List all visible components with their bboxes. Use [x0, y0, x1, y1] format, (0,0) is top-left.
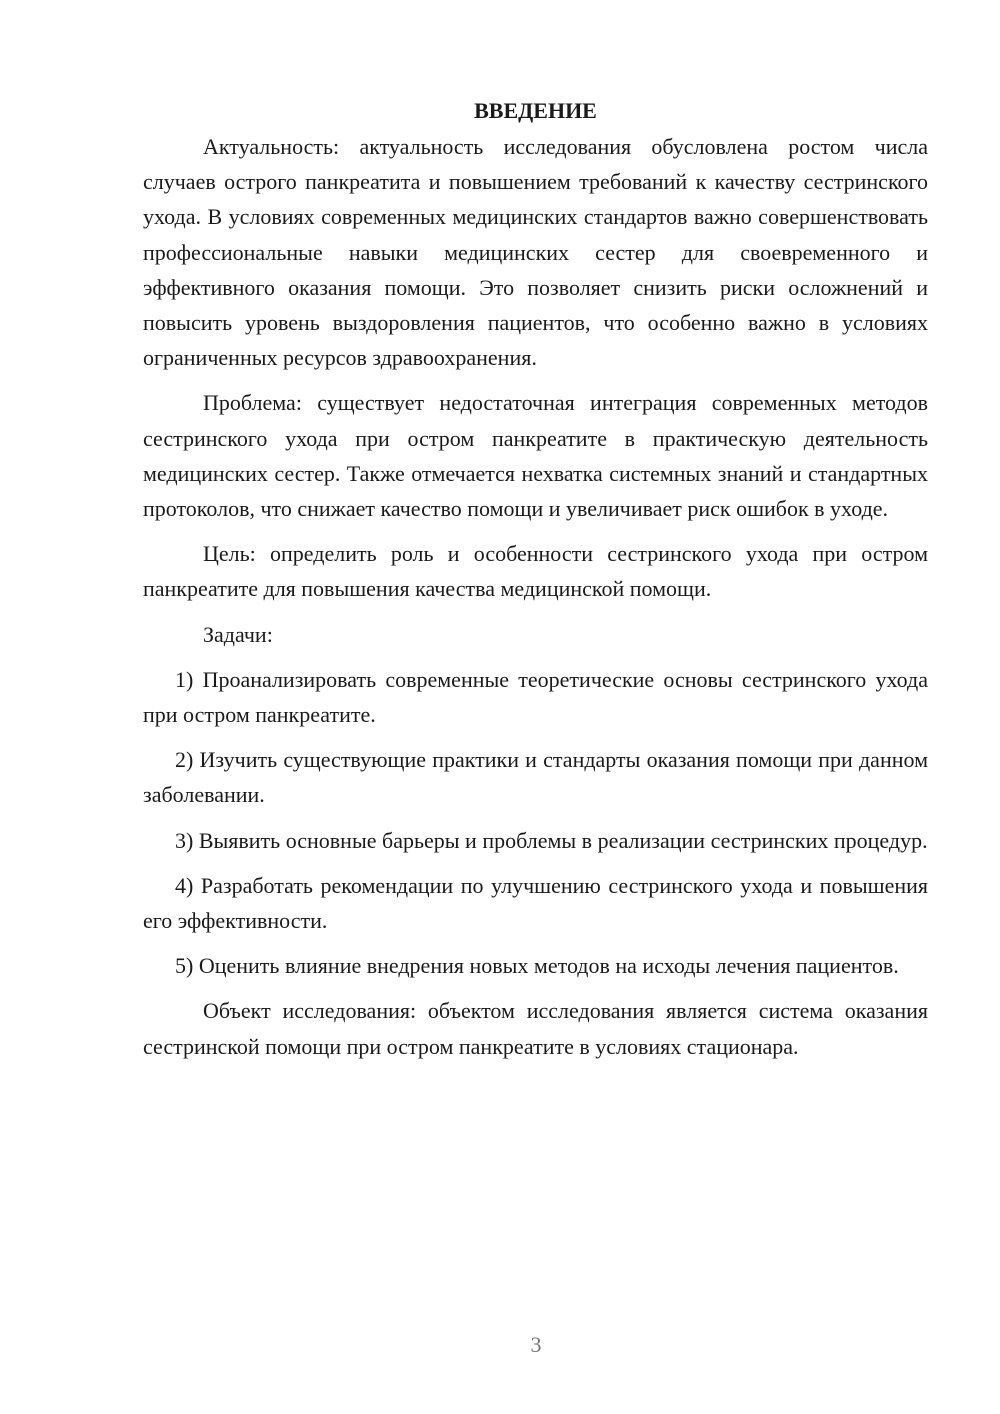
- task-item: 3) Выявить основные барьеры и проблемы в реализации сестринских процедур.: [175, 827, 928, 853]
- task-item: 4) Разработать рекомендации по улучшению сестринского ухода и повышения его эффективности.: [143, 872, 928, 934]
- document-page: [143, 93, 928, 1074]
- page-title: ВВЕДЕНИЕ: [474, 98, 597, 123]
- tasks-label: Задачи:: [203, 621, 273, 647]
- task-item: 5) Оценить влияние внедрения новых методов на исходы лечения пациентов.: [175, 953, 899, 979]
- problem-paragraph: Проблема: существует недостаточная интеграция современных методов сестринского ухода при остром панкреатите в практическую деятельность медицинских сестер. Также отмечается нехватка системных знаний и стандартных протоколов, что снижает качество помощи и увеличивает риск ошибок в уходе.: [143, 390, 928, 522]
- object-paragraph: Объект исследования: объектом исследования является система оказания сестринской помощи при остром панкреатите в условиях стационара.: [143, 998, 928, 1059]
- relevance-paragraph: Актуальность: актуальность исследования обусловлена ростом числа случаев острого панкреатита и повышением требований к качеству сестринского ухода. В условиях современных медицинских стандартов важно совершенствовать профессиональные навыки медицинских сестер для своевременного и эффективного оказания помощи. Это позволяет снизить риски осложнений и повысить уровень выздоровления пациентов, что особенно важно в условиях ограниченных ресурсов здравоохранения.: [143, 134, 928, 371]
- task-item: 1) Проанализировать современные теоретические основы сестринского ухода при остром панкреатите.: [143, 666, 928, 728]
- page-number: 3: [530, 1332, 542, 1357]
- task-item: 2) Изучить существующие практики и стандарты оказания помощи при данном заболевании.: [143, 747, 928, 808]
- goal-paragraph: Цель: определить роль и особенности сестринского ухода при остром панкреатите для повышения качества медицинской помощи.: [143, 541, 928, 602]
- tasks-list: [143, 662, 928, 984]
